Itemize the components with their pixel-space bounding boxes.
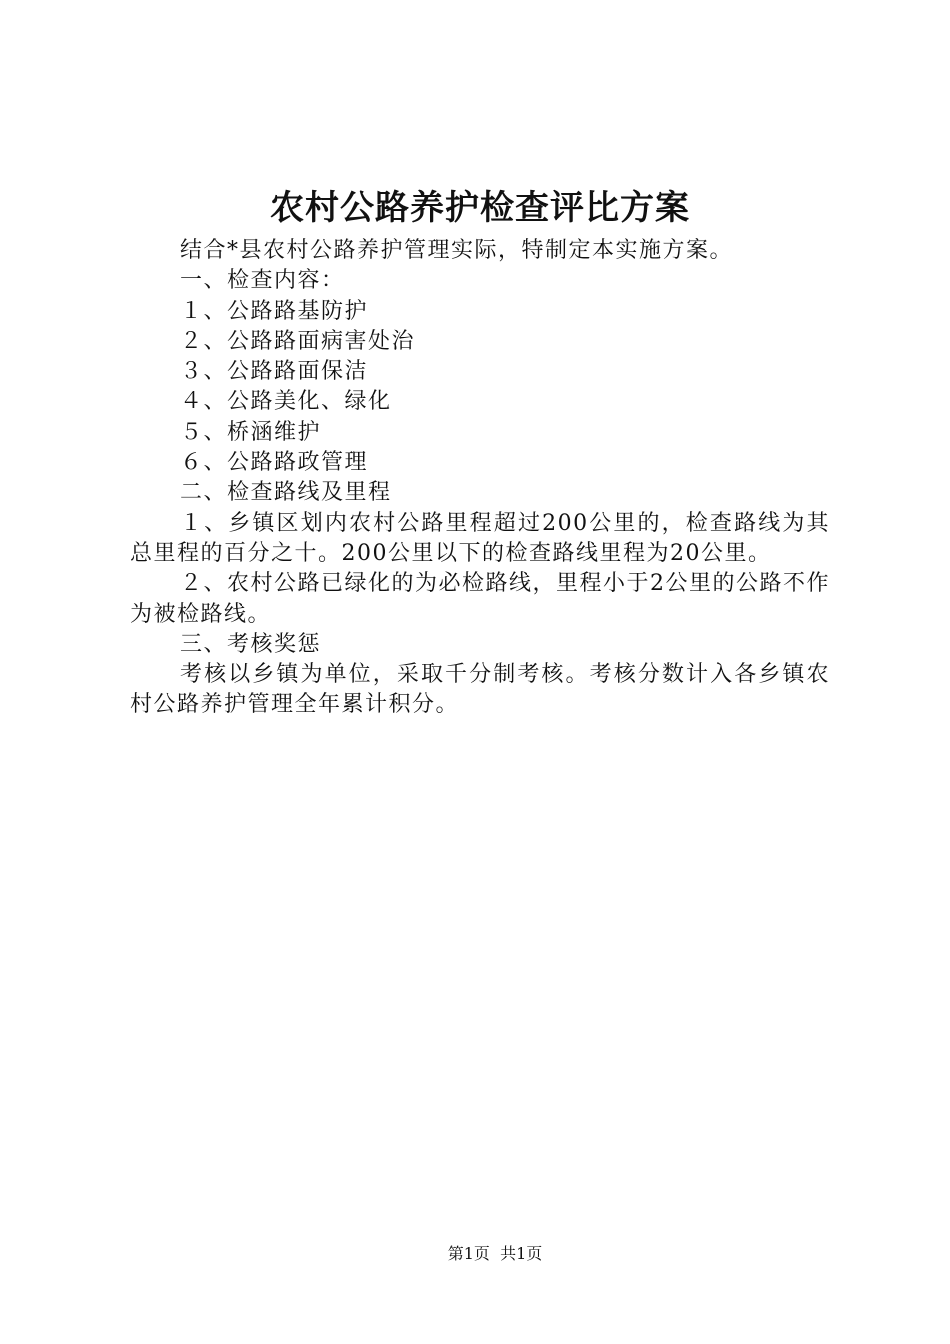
page-footer: 第1页 共1页 (447, 1244, 543, 1263)
list-item: ２、公路路面病害处治 (180, 328, 416, 354)
section-heading-routes: 二、检查路线及里程 (180, 480, 392, 506)
list-item: ３、公路路面保洁 (180, 359, 369, 385)
document-title: 农村公路养护检查评比方案 (270, 188, 690, 228)
body-paragraph: ２、农村公路已绿化的为必检路线，里程小于2公里的公路不作为被检路线。 (130, 571, 830, 627)
intro-paragraph: 结合*县农村公路养护管理实际，特制定本实施方案。 (180, 238, 734, 263)
section-heading-inspection-content: 一、检查内容： (180, 268, 345, 294)
section-heading-assessment: 三、考核奖惩 (180, 631, 322, 657)
document-body (130, 236, 830, 721)
list-item: ４、公路美化、绿化 (180, 389, 392, 415)
body-paragraph: １、乡镇区划内农村公路里程超过200公里的，检查路线为其总里程的百分之十。200公里以下的检查路线里程为20公里。 (130, 510, 830, 566)
list-item: １、公路路基防护 (180, 298, 369, 324)
body-paragraph: 考核以乡镇为单位，采取千分制考核。考核分数计入各乡镇农村公路养护管理全年累计积分。 (130, 662, 830, 718)
list-item: ５、桥涵维护 (180, 419, 322, 445)
list-item: ６、公路路政管理 (180, 450, 369, 476)
